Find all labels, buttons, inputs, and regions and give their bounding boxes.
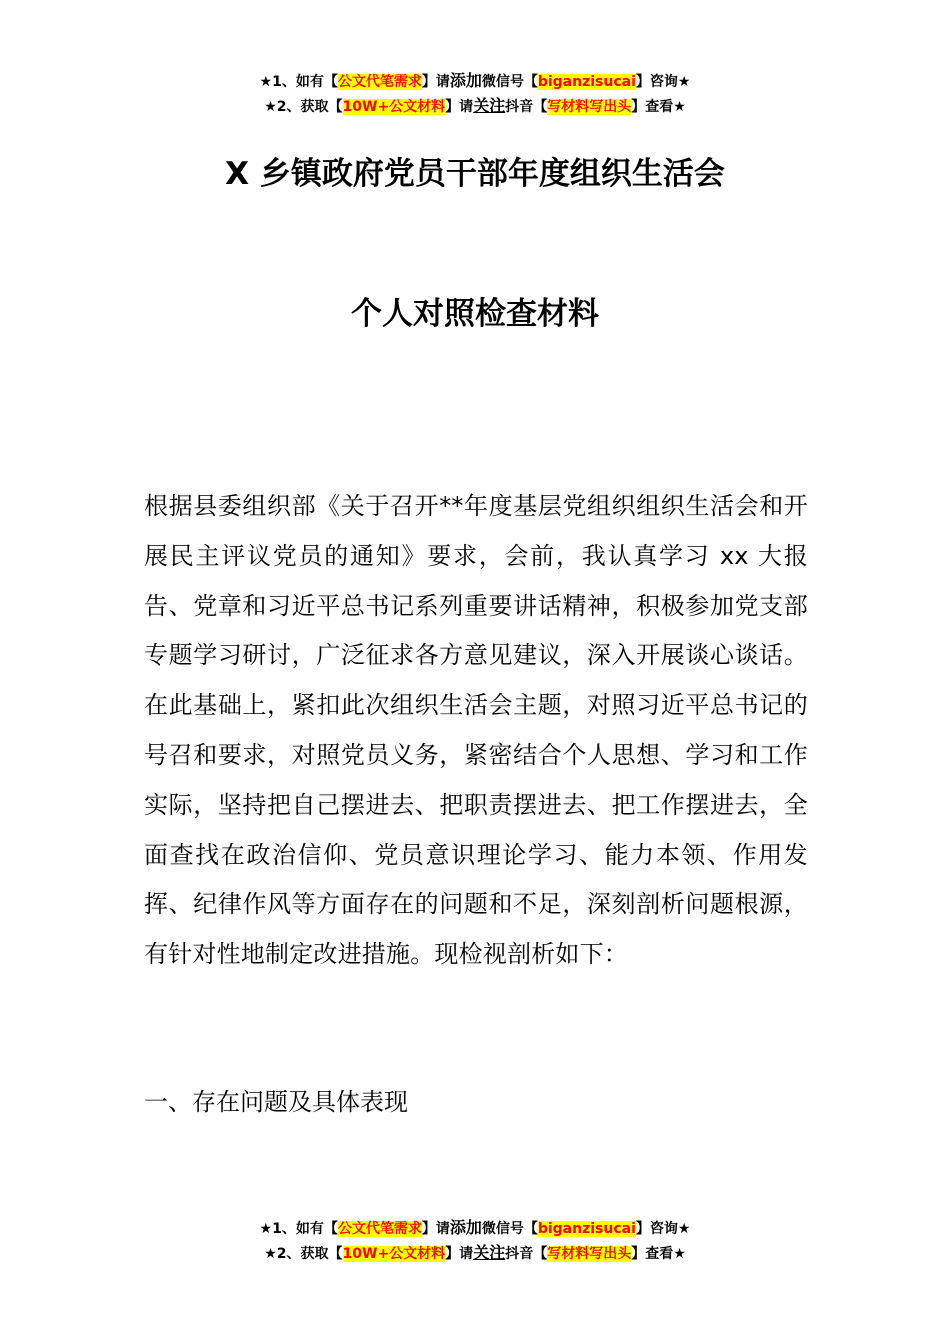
- banner-highlight: 10W+公文材料: [342, 1246, 446, 1262]
- banner-text: 】请: [445, 99, 474, 115]
- document-title-line-1: X 乡镇政府党员干部年度组织生活会: [225, 156, 725, 192]
- banner-emphasis: 关注: [473, 96, 506, 115]
- banner-text: 】请: [421, 74, 450, 90]
- banner-emphasis: 添加: [449, 71, 482, 90]
- bottom-banner: [0, 1216, 950, 1266]
- banner-text: 抖音【: [505, 99, 548, 115]
- banner-line-2: [0, 94, 950, 119]
- banner-highlight: 写材料写出头: [547, 1246, 632, 1262]
- banner-highlight: 公文代笔需求: [337, 1221, 422, 1237]
- banner-highlight: biganzisucai: [537, 74, 636, 90]
- top-banner: [0, 69, 950, 119]
- banner-text: ★2、获取【: [264, 99, 343, 115]
- banner-text: ★1、如有【: [259, 74, 338, 90]
- banner-text: 微信号【: [481, 74, 538, 90]
- banner-highlight: 10W+公文材料: [342, 99, 446, 115]
- section-heading: 一、存在问题及具体表现: [144, 1088, 408, 1116]
- banner-text: ★1、如有【: [259, 1221, 338, 1237]
- banner-line-1: [0, 69, 950, 94]
- banner-text: 】请: [421, 1221, 450, 1237]
- banner-line-1: [0, 1216, 950, 1241]
- banner-text: ★2、获取【: [264, 1246, 343, 1262]
- banner-text: 】咨询★: [635, 74, 691, 90]
- banner-text: 】请: [445, 1246, 474, 1262]
- banner-highlight: biganzisucai: [537, 1221, 636, 1237]
- banner-emphasis: 关注: [473, 1243, 506, 1262]
- banner-text: 】咨询★: [635, 1221, 691, 1237]
- body-paragraph: 根据县委组织部《关于召开**年度基层党组织组织生活会和开展民主评议党员的通知》要求，会前，我认真学习 xx 大报告、党章和习近平总书记系列重要讲话精神，积极参加党支部专题学习研讨，广泛征求各方意见建议，深入开展谈心谈话。在此基础上，紧扣此次组织生活会主题，对照习近平总书记的号召和要求，对照党员义务，紧密结合个人思想、学习和工作实际，坚持把自己摆进去、把职责摆进去、把工作摆进去，全面查找在政治信仰、党员意识理论学习、能力本领、作用发挥、纪律作风等方面存在的问题和不足，深刻剖析问题根源，有针对性地制定改进措施。现检视剖析如下：: [144, 492, 808, 969]
- banner-emphasis: 添加: [449, 1218, 482, 1237]
- banner-text: 】查看★: [631, 1246, 686, 1262]
- banner-highlight: 公文代笔需求: [337, 74, 422, 90]
- banner-text: 抖音【: [505, 1246, 548, 1262]
- banner-text: 微信号【: [481, 1221, 538, 1237]
- banner-text: 】查看★: [631, 99, 686, 115]
- document-title-line-2: 个人对照检查材料: [351, 296, 599, 332]
- banner-line-2: [0, 1241, 950, 1266]
- banner-highlight: 写材料写出头: [547, 99, 632, 115]
